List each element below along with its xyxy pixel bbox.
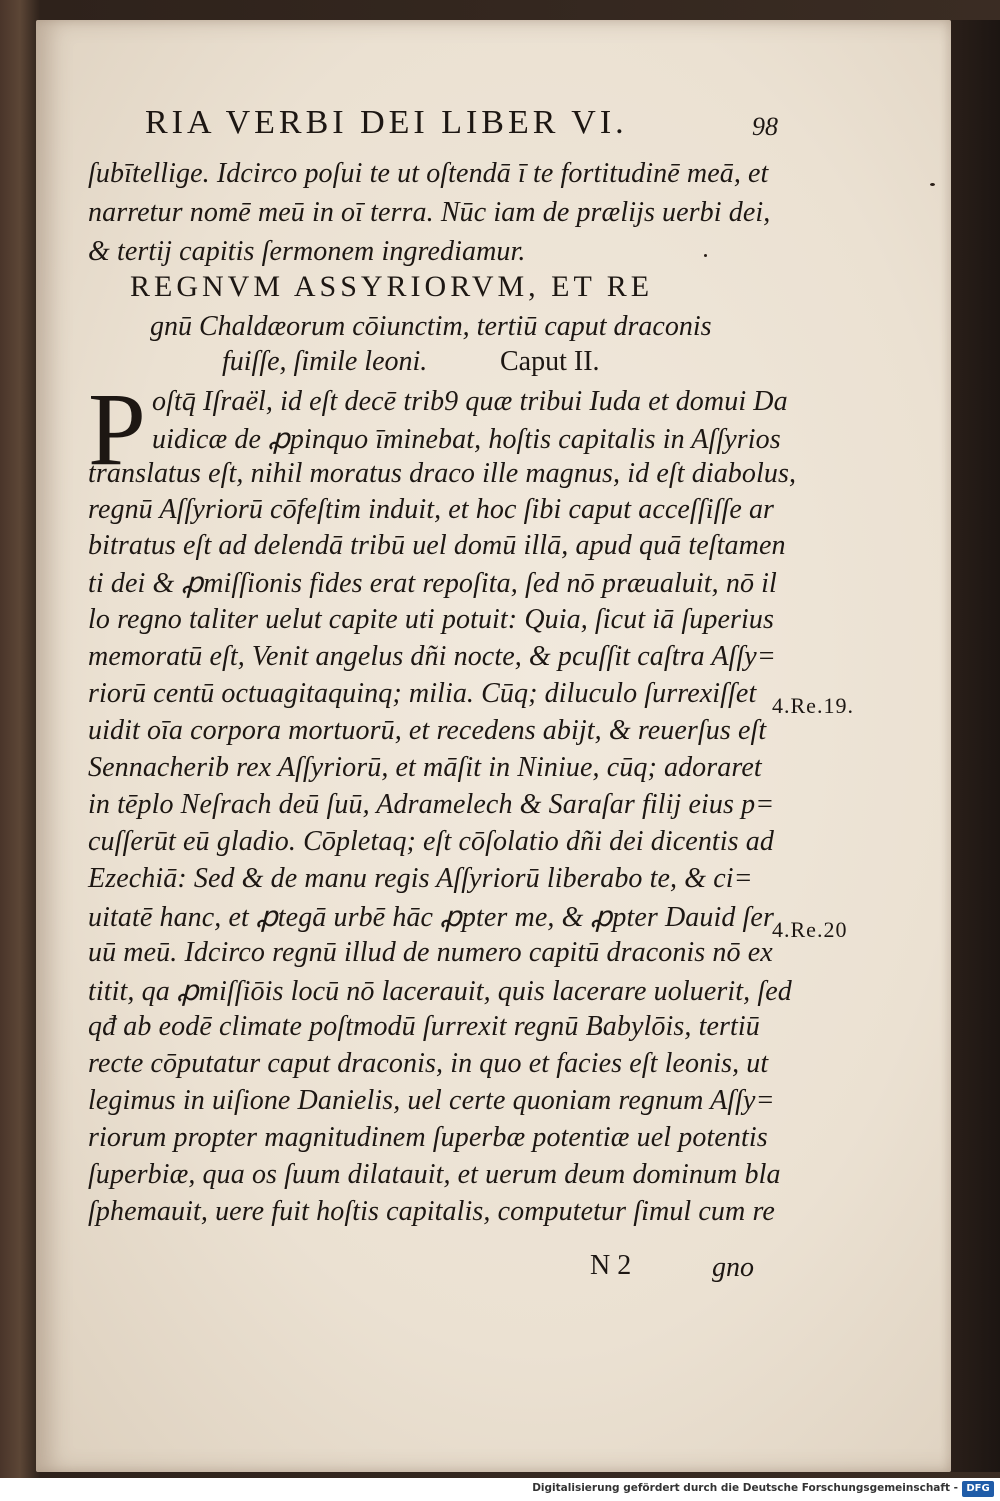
body-line: memoratū eſt, Venit angelus dñi nocte, & pcuſſit caſtra Aſſy=	[88, 641, 776, 672]
chapter-heading-caps: REGNVM ASSYRIORVM, ET RE	[130, 270, 654, 303]
book-cover-edge	[951, 20, 1000, 1472]
drop-capital: P	[88, 372, 146, 487]
body-line: uidicæ de ꝓpinquo īminebat, hoſtis capitalis in Aſſyrios	[152, 424, 781, 455]
body-line: uitatē hanc, et ꝓtegā urbē hāc ꝓpter me, & ꝓpter Dauid ſer	[88, 902, 774, 933]
body-line: regnū Aſſyriorū cōfeſtim induit, et hoc ſibi caput acceſſiſſe ar	[88, 494, 775, 525]
body-line: uū meū. Idcirco regnū illud de numero capitū draconis nō ex	[88, 937, 773, 968]
chapter-heading-line: gnū Chaldæorum cōiunctim, tertiū caput draconis	[150, 311, 712, 342]
body-line: bitratus eſt ad delendā tribū uel domū illā, apud quā teſtamen	[88, 530, 786, 561]
opening-line: narretur nomē meū in oī terra. Nūc iam de prælijs uerbi dei,	[88, 197, 771, 228]
ink-speck	[930, 183, 935, 186]
body-line: Ezechiā: Sed & de manu regis Aſſyriorū liberabo te, & ci=	[88, 863, 753, 894]
chapter-heading-line: fuiſſe, ſimile leoni.	[222, 346, 428, 377]
margin-note: 4.Re.19.	[772, 693, 854, 718]
body-line: uidit oīa corpora mortuorū, et recedens abijt, & reuerſus eſt	[88, 715, 767, 746]
ink-speck	[704, 254, 707, 257]
opening-line: & tertij capitis ſermonem ingrediamur.	[88, 236, 526, 267]
signature-mark: N 2	[590, 1250, 632, 1281]
body-line: titit, qa ꝓmiſſiōis locū nō lacerauit, quis lacerare uoluerit, ſed	[88, 976, 792, 1007]
body-line: qđ ab eodē climate poſtmodū ſurrexit regnū Babylōis, tertiū	[88, 1011, 760, 1042]
body-line: riorum propter magnitudinem ſuperbæ potentiæ uel potentis	[88, 1122, 768, 1153]
opening-line: ſubītellige. Idcirco poſui te ut oſtendā ī te fortitudinē meā, et	[88, 158, 769, 189]
body-line: oſtq̄ Iſraël, id eſt decē trib9 quæ tribui Iuda et domui Da	[152, 386, 788, 417]
body-line: translatus eſt, nihil moratus draco ille magnus, id eſt diabolus,	[88, 458, 797, 489]
body-line: ſphemauit, uere fuit hoſtis capitalis, computetur ſimul cum re	[88, 1196, 775, 1227]
running-head: RIA VERBI DEI LIBER VI.	[145, 104, 628, 141]
folio-number: 98	[752, 112, 778, 141]
body-line: ſuperbiæ, qua os ſuum dilatauit, et uerum deum dominum bla	[88, 1159, 781, 1190]
body-line: Sennacherib rex Aſſyriorū, et māſit in Niniue, cūq; adoraret	[88, 752, 762, 783]
chapter-number: Caput II.	[500, 346, 600, 377]
dfg-logo: DFG	[962, 1481, 994, 1497]
footer-bar	[0, 1478, 1000, 1501]
body-line: riorū centū octuagitaquinq; milia. Cūq; diluculo ſurrexiſſet	[88, 678, 757, 709]
body-line: cuſſerūt eū gladio. Cōpletaq; eſt cōſolatio dñi dei dicentis ad	[88, 826, 774, 857]
margin-note: 4.Re.20	[772, 917, 848, 942]
body-line: legimus in uiſione Danielis, uel certe quoniam regnum Aſſy=	[88, 1085, 775, 1116]
body-line: in tēplo Neſrach deū ſuū, Adramelech & Saraſar filij eius p=	[88, 789, 775, 820]
funding-credit: Digitalisierung gefördert durch die Deutsche Forschungsgemeinschaft -	[532, 1482, 958, 1494]
catchword: gno	[712, 1252, 754, 1283]
body-line: lo regno taliter uelut capite uti potuit: Quia, ſicut iā ſuperius	[88, 604, 774, 635]
body-line: recte cōputatur caput draconis, in quo et facies eſt leonis, ut	[88, 1048, 769, 1079]
body-line: ti dei & ꝓmiſſionis fides erat repoſita, ſed nō præualuit, nō il	[88, 568, 777, 599]
